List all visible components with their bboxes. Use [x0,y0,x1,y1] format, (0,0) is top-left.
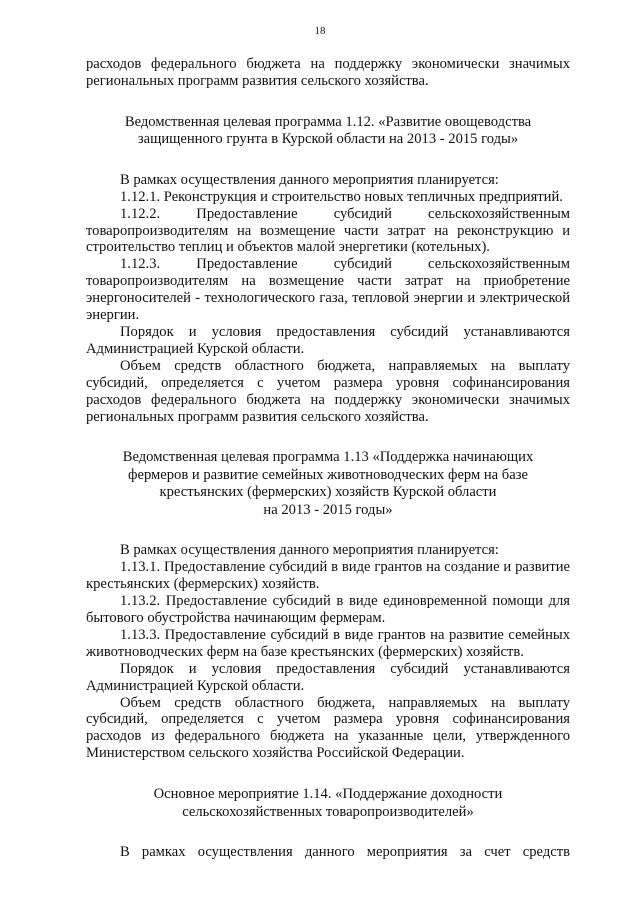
section-1-12-title [86,114,570,149]
section-1-12-item2: 1.12.2. Предоставление субсидий сельскохозяйственным товаропроизводителям на возмещение части затрат на реконструкцию и строительство теплиц и объектов малой энергетики (котельных). [86,205,570,256]
intro-continuation: расходов федерального бюджета на поддержку экономически значимых региональных программ развития сельского хозяйства. [86,56,570,89]
section-1-12-volume: Объем средств областного бюджета, направляемых на выплату субсидий, определяется с учетом размера уровня софинансирования расходов федерального бюджета на поддержку экономически значимых региональных программ развития сельского хозяйства. [86,357,570,425]
section-1-12-title-line2: защищенного грунта в Курской области на 2013 - 2015 годы» [137,131,519,148]
section-1-12-lead: В рамках осуществления данного мероприятия планируется: [120,171,499,188]
document-body [86,56,570,861]
section-1-14-title-line2: сельскохозяйственных товаропроизводителей» [182,803,474,820]
section-1-13-item2: 1.13.2. Предоставление субсидий в виде единовременной помощи для бытового обустройства начинающим фермерам. [86,593,570,627]
section-1-13-lead: В рамках осуществления данного мероприятия планируется: [120,542,499,559]
section-1-13-title-line3: крестьянских (фермерских) хозяйств Курской области [159,484,497,501]
section-1-13-item1: 1.13.1. Предоставление субсидий в виде грантов на создание и развитие крестьянских (фермерских) хозяйств. [86,559,570,593]
section-1-13-title-line2: фермеров и развитие семейных животноводческих ферм на базе [128,466,528,483]
section-1-12-title-line1: Ведомственная целевая программа 1.12. «Развитие овощеводства [124,113,532,130]
section-1-13-item3: 1.13.3. Предоставление субсидий в виде грантов на развитие семейных животноводческих ферм на базе крестьянских (фермерских) хозяйств. [86,626,570,660]
section-1-13-title [86,449,570,519]
page-number: 18 [314,25,326,37]
section-1-13-title-line1: Ведомственная целевая программа 1.13 «Поддержка начинающих [122,449,534,466]
section-1-13-title-line4: на 2013 - 2015 годы» [263,501,393,518]
section-1-14-title-line1: Основное мероприятие 1.14. «Поддержание доходности [153,786,503,803]
section-1-14-title [86,786,570,821]
section-1-12-item3: 1.12.3. Предоставление субсидий сельскохозяйственным товаропроизводителям на возмещение части затрат на приобретение энергоносителей - технологического газа, тепловой энергии и электрической энергии. [86,256,570,324]
section-1-12-item1: 1.12.1. Реконструкция и строительство новых тепличных предприятий. [120,188,563,205]
section-1-14-lead: В рамках осуществления данного мероприятия за счет средств [120,844,570,861]
section-1-13-order: Порядок и условия предоставления субсидий устанавливаются Администрацией Курской области. [86,660,570,694]
section-1-13-volume: Объем средств областного бюджета, направляемых на выплату субсидий, определяется с учетом размера уровня софинансирования расходов из федерального бюджета на указанные цели, утвержденного Министерством сельского хозяйства Российской Федерации. [86,694,570,762]
section-1-12-order: Порядок и условия предоставления субсидий устанавливаются Администрацией Курской области. [86,323,570,357]
